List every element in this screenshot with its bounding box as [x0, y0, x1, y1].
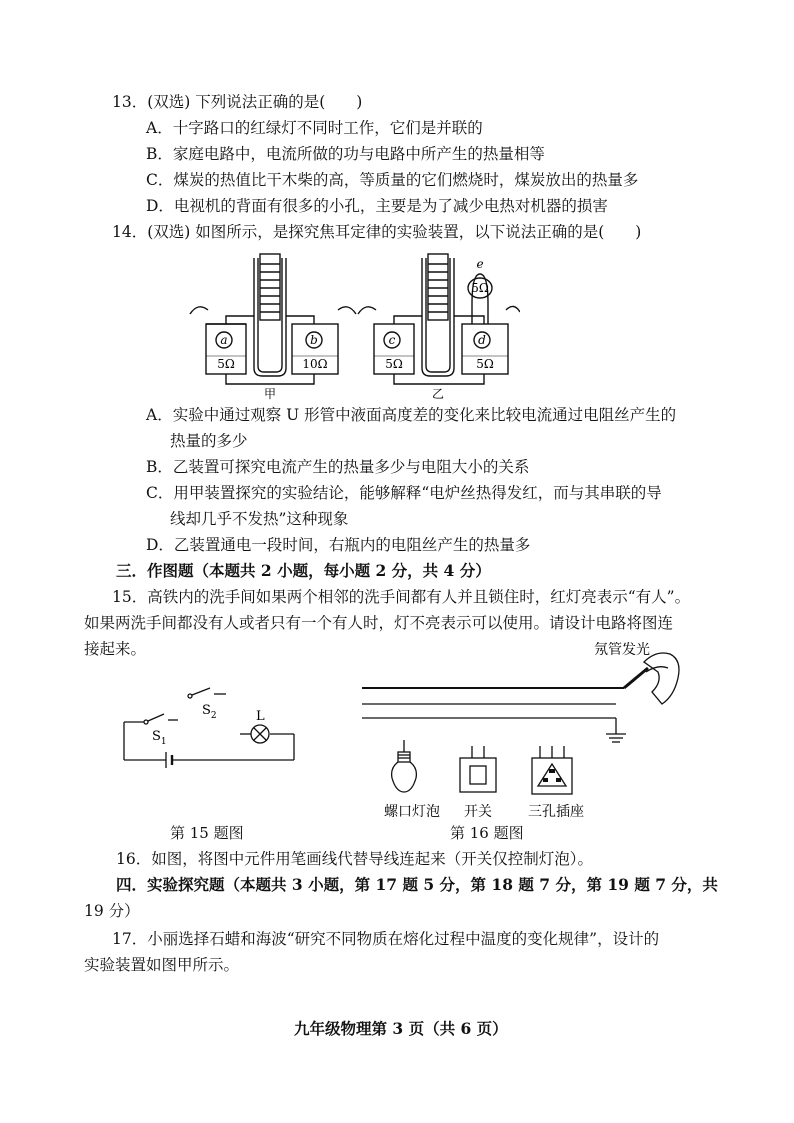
q16-household-circuit-figure: [356, 642, 686, 824]
section-4-heading-line1: 四．实验探究题（本题共 3 小题，第 17 题 5 分，第 18 题 7 分，第 19 题 7 分，共: [116, 875, 718, 894]
section-4-heading-line2: 19 分）: [84, 902, 140, 920]
resistor-e-value: 5Ω: [471, 281, 489, 295]
q14-option-c-line1: C．用甲装置探究的实验结论，能够解释“电炉丝热得发红，而与其串联的导: [146, 484, 662, 502]
figure-yi-caption: 乙: [431, 387, 445, 400]
q13-option-c: C．煤炭的热值比干木柴的高，等质量的它们燃烧时，煤炭放出的热量多: [146, 171, 639, 189]
q14-option-d: D．乙装置通电一段时间，右瓶内的电阻丝产生的热量多: [146, 536, 531, 554]
q16-text: 16．如图，将图中元件用笔画线代替导线连起来（开关仅控制灯泡）。: [116, 850, 593, 868]
fig16-caption: 第 16 题图: [450, 824, 524, 842]
q17-line2: 实验装置如图甲所示。: [84, 956, 240, 974]
q14-stem: 14．(双选) 如图所示，是探究焦耳定律的实验装置，以下说法正确的是( ): [112, 223, 642, 241]
tester-glow-label: 氖管发光: [594, 642, 650, 658]
q14-option-a-line1: A．实验中通过观察 U 形管中液面高度差的变化来比较电流通过电阻丝产生的: [146, 406, 677, 424]
q14-joule-apparatus-figure: [180, 244, 520, 400]
jar-b-label: b: [310, 333, 318, 347]
switch-s2-label: $S_2$: [202, 703, 217, 721]
jar-a-label: a: [220, 333, 228, 347]
q14-option-c-line2: 线却几乎不发热”这种现象: [170, 510, 349, 528]
q13-option-d: D．电视机的背面有很多的小孔，主要是为了减少电热对机器的损害: [146, 197, 608, 215]
jar-a-resistance: 5Ω: [217, 357, 235, 371]
screw-bulb-label: 螺口灯泡: [384, 804, 440, 820]
q17-line1: 17．小丽选择石蜡和海波“研究不同物质在熔化过程中温度的变化规律”，设计的: [112, 930, 660, 948]
q13-option-b: B．家庭电路中，电流所做的功与电路中所产生的热量相等: [146, 145, 545, 163]
resistor-e-label: e: [476, 257, 484, 271]
section-3-heading: 三．作图题（本题共 2 小题，每小题 2 分，共 4 分）: [116, 561, 491, 580]
switch-label: 开关: [464, 804, 492, 820]
jar-c-label: c: [388, 333, 396, 347]
figure-jia-caption: 甲: [263, 387, 277, 400]
jar-b-resistance: 10Ω: [302, 357, 328, 371]
q14-option-a-line2: 热量的多少: [170, 432, 248, 450]
q15-line1: 15．高铁内的洗手间如果两个相邻的洗手间都有人并且锁住时，红灯亮表示“有人”。: [112, 588, 691, 606]
jar-c-resistance: 5Ω: [385, 357, 403, 371]
fig15-caption: 第 15 题图: [170, 824, 244, 842]
lamp-l-label: L: [256, 709, 265, 724]
q13-option-a: A．十字路口的红绿灯不同时工作，它们是并联的: [146, 119, 483, 137]
switch-s1-label: $S_1$: [152, 729, 167, 747]
q15-line3: 接起来。: [84, 640, 147, 658]
q14-option-b: B．乙装置可探究电流产生的热量多少与电阻大小的关系: [146, 458, 530, 476]
jar-d-resistance: 5Ω: [476, 357, 494, 371]
three-hole-socket-label: 三孔插座: [528, 804, 584, 820]
jar-d-label: d: [478, 333, 486, 347]
q13-stem: 13．(双选) 下列说法正确的是( ): [112, 93, 363, 111]
q15-line2: 如果两洗手间都没有人或者只有一个有人时，灯不亮表示可以使用。请设计电路将图连: [84, 614, 674, 632]
q15-circuit-figure: [118, 682, 308, 778]
page-footer: 九年级物理第 3 页（共 6 页）: [294, 1019, 508, 1038]
